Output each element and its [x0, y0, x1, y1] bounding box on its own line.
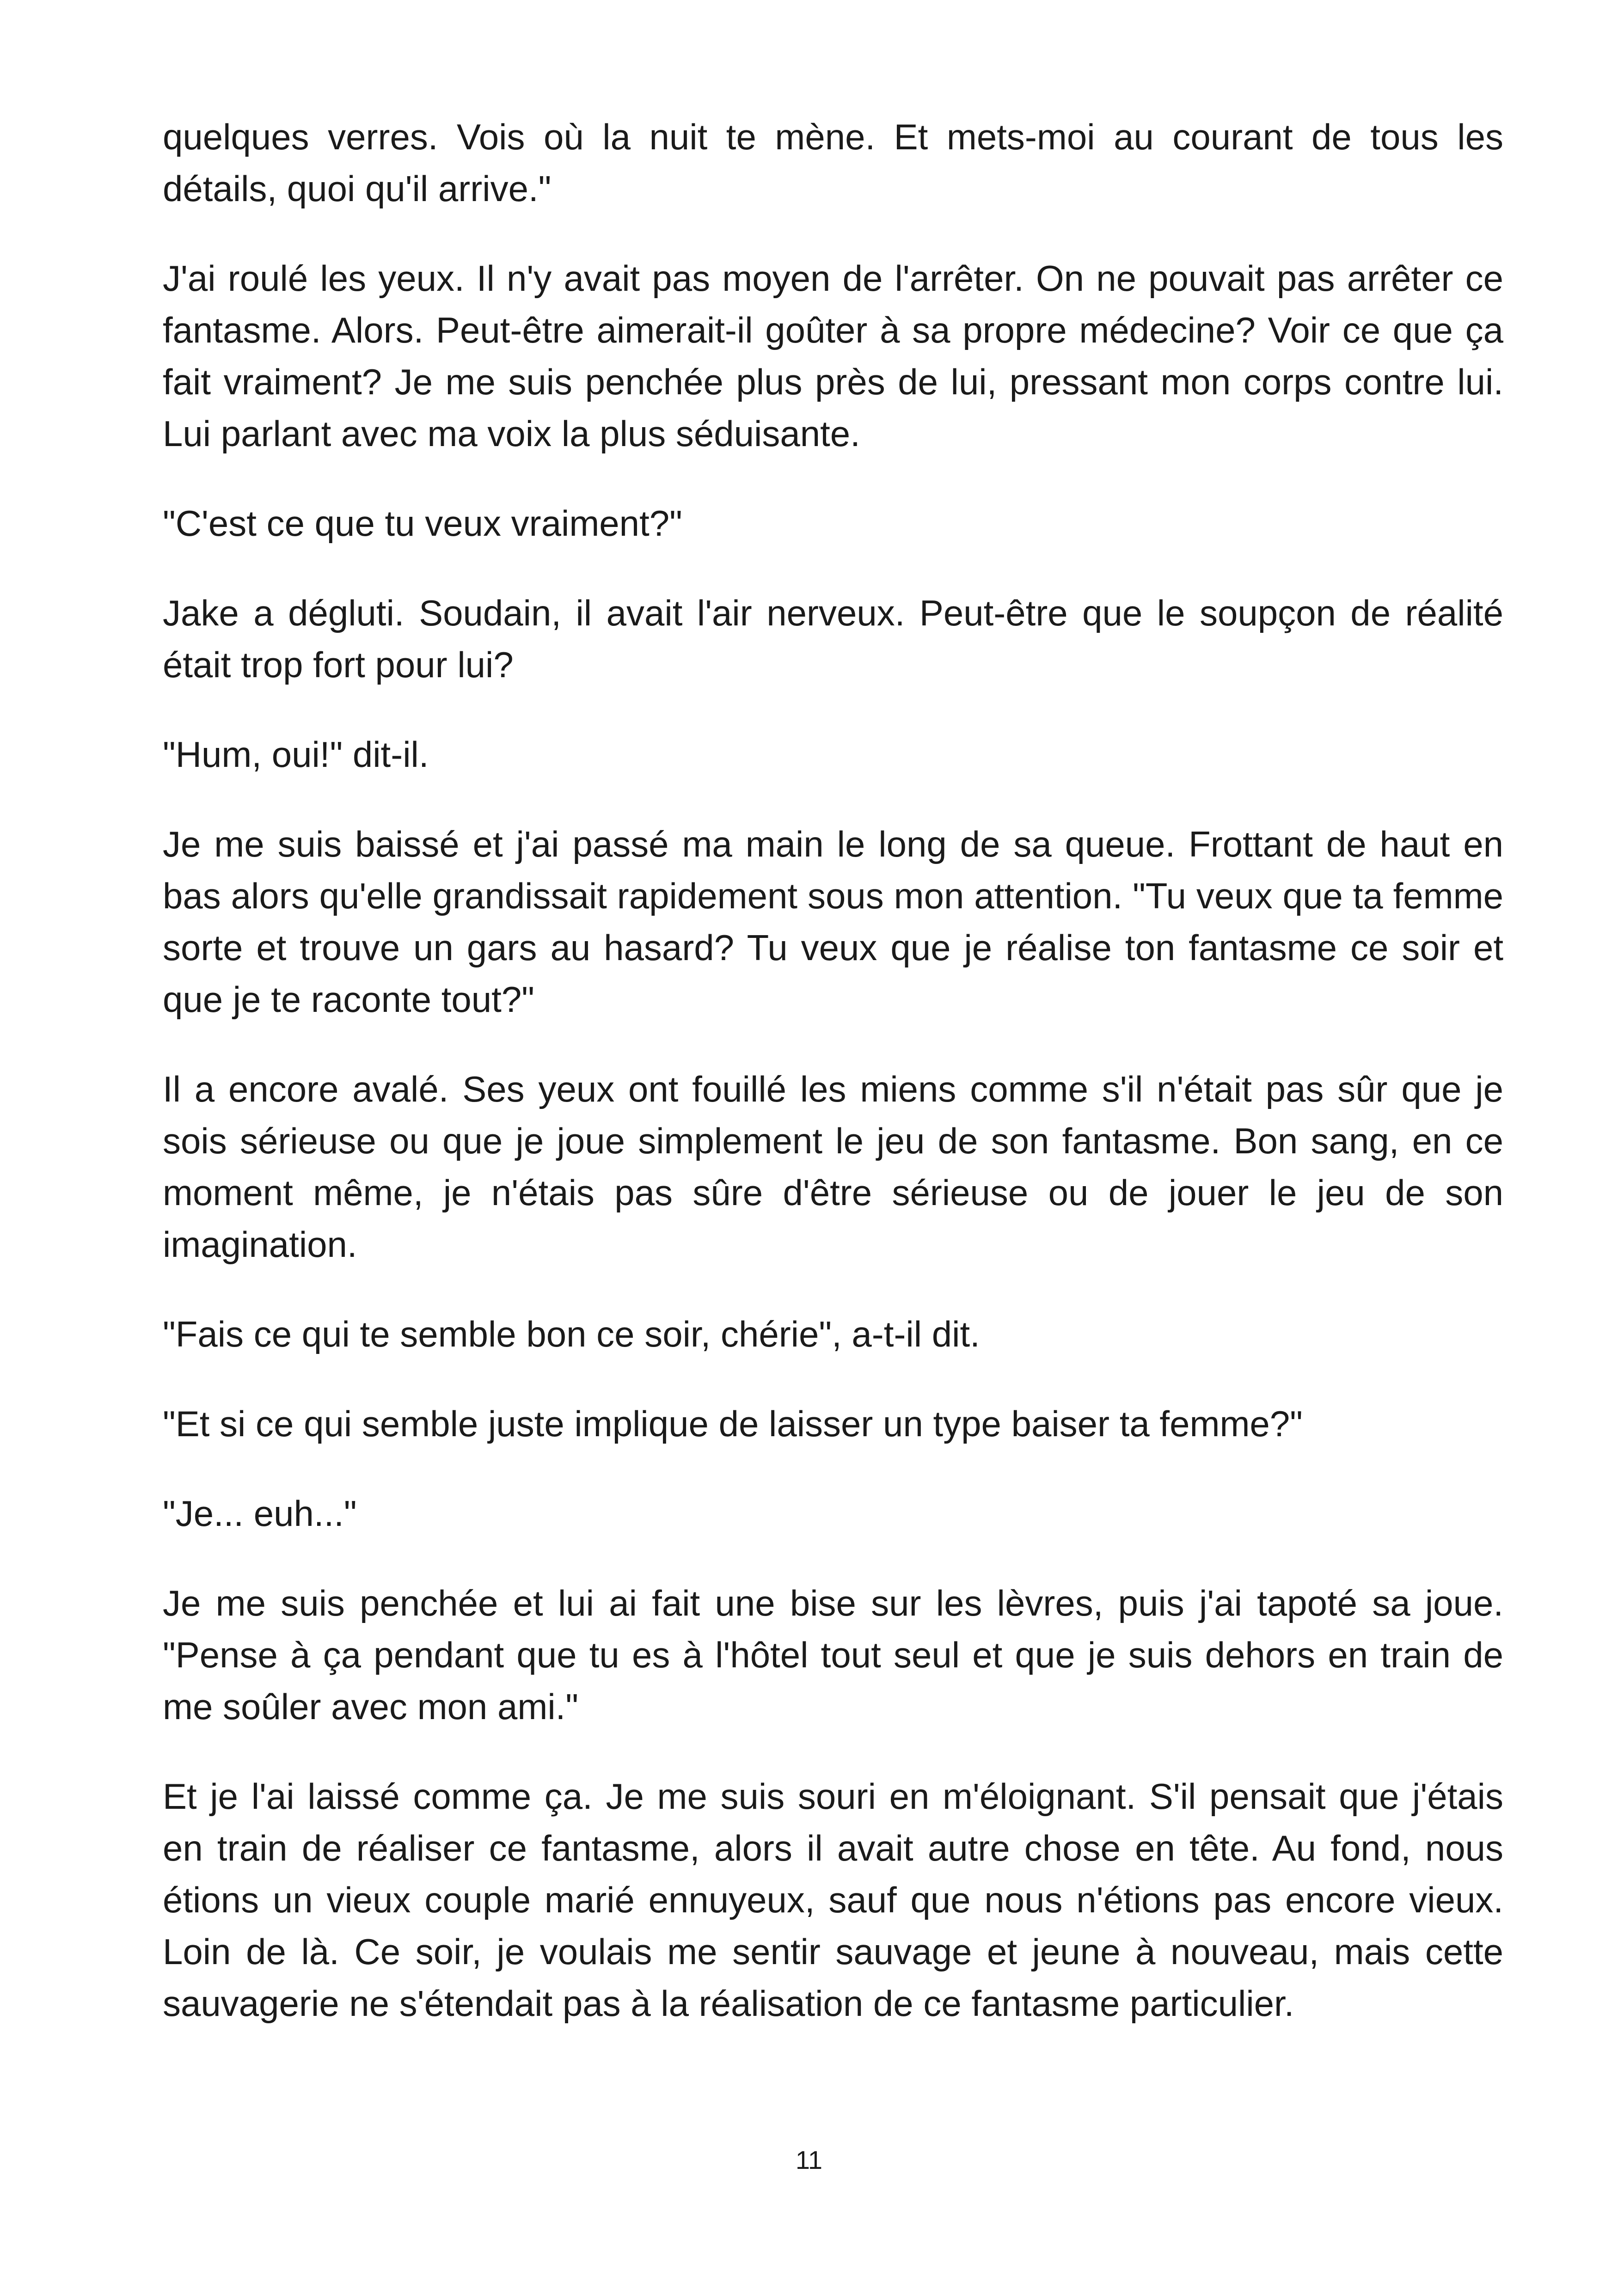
paragraph: Et je l'ai laissé comme ça. Je me suis souri en m'éloignant. S'il pensait que j'étais en train de réaliser ce fantasme, alors il avait autre chose en tête. Au fond, nous étions un vieux couple marié ennuyeux, sauf que nous n'étions pas encore vieux. Loin de là. Ce soir, je voulais me sentir sauvage et jeune à nouveau, mais cette sauvagerie ne s'étendait pas à la réalisation de ce fantasme particulier. — [163, 1776, 1503, 2024]
paragraph: J'ai roulé les yeux. Il n'y avait pas moyen de l'arrêter. On ne pouvait pas arrêter ce fantasme. Alors. Peut-être aimerait-il goûter à sa propre médecine? Voir ce que ça fait vraiment? Je me suis penchée plus près de lui, pressant mon corps contre lui. Lui parlant avec ma voix la plus séduisante. — [163, 258, 1503, 454]
paragraph: Il a encore avalé. Ses yeux ont fouillé les miens comme s'il n'était pas sûr que je sois sérieuse ou que je joue simplement le jeu de son fantasme. Bon sang, en ce moment même, je n'étais pas sûre d'être sérieuse ou de jouer le jeu de son imagination. — [163, 1069, 1503, 1265]
paragraph: quelques verres. Vois où la nuit te mène. Et mets-moi au courant de tous les détails, quoi qu'il arrive." — [163, 116, 1503, 209]
page-number: 11 — [795, 2145, 823, 2174]
paragraph: Jake a dégluti. Soudain, il avait l'air nerveux. Peut-être que le soupçon de réalité était trop fort pour lui? — [163, 593, 1503, 685]
paragraph: "Je... euh..." — [163, 1493, 357, 1534]
paragraph: "Fais ce qui te semble bon ce soir, chérie", a-t-il dit. — [163, 1314, 980, 1354]
body-text — [163, 111, 1503, 2067]
paragraph: "C'est ce que tu veux vraiment?" — [163, 503, 682, 544]
paragraph: "Hum, oui!" dit-il. — [163, 734, 429, 775]
paragraph: "Et si ce qui semble juste implique de laisser un type baiser ta femme?" — [163, 1403, 1303, 1444]
paragraph: Je me suis penchée et lui ai fait une bise sur les lèvres, puis j'ai tapoté sa joue. "Pense à ça pendant que tu es à l'hôtel tout seul et que je suis dehors en train de me soûler avec mon ami." — [163, 1583, 1503, 1727]
paragraph: Je me suis baissé et j'ai passé ma main le long de sa queue. Frottant de haut en bas alors qu'elle grandissait rapidement sous mon attention. "Tu veux que ta femme sorte et trouve un gars au hasard? Tu veux que je réalise ton fantasme ce soir et que je te raconte tout?" — [163, 824, 1503, 1020]
